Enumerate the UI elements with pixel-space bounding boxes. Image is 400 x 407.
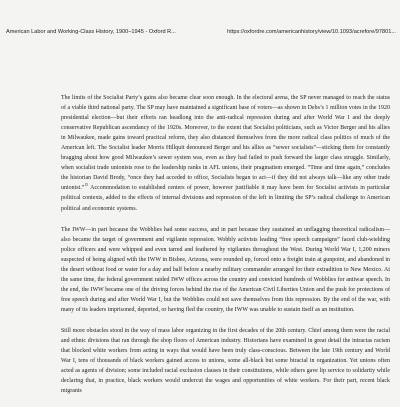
page-title: American Labor and Working-Class History, 1900–1945 - Oxford R... <box>6 29 176 35</box>
print-header <box>6 29 396 36</box>
paragraph-socialist-party <box>61 93 390 214</box>
paragraph-text: The limits of the Socialist Party’s gains also became clear soon enough. In the electoral arena, the SP never managed to reach the status of a viable third national party. The SP may have maintained a significant base of voters—as shown in Debs’s 1 million votes in the 1920 presidential election—but their efforts ran headlong into the anti-radical repression during and after World War I and the deeply conservative Republican ascendancy of the 1920s. Moreover, to the extent that Socialist politicians, such as Victor Berger and his allies in Milwaukee, made gains toward practical reform, they also distanced themselves from the more radical class politics of much of the American left. The Socialist leader Morris Hillquit denounced Berger and his allies as “sewer socialists”—sticking them for constantly bragging about how good Milwaukee’s sewer system was, even as they had failed to push forward the larger class struggle. Similarly, when socialist trade unionists rose to the leadership ranks in AFL unions, their pragmatism emerged. “Time and time again,” concludes the historian David Brody, “once they had acceded to office, Socialists began to act—if they did not always talk—like any other trade unionist.” <box>61 95 390 192</box>
paragraph-obstacles: Still more obstacles stood in the way of mass labor organizing in the first decades of the 20th century. Chief among them were the racial and ethnic divisions that ran through the shop floors of American industry. Historians have examined in great detail the intractas racism that blocked white workers from acting in ways that would have been truly class-conscious. Between the late 19th century and World War I, tens of thousands of black workers gained access to unions, some all-black but some biracial in organization. Yet unions often acted as agents of division; some included racial exclusion clauses in their constitutions, while others gave lip service to solidarity while declaring that, in practice, black workers would undercut the wages and opportunities of white workers. For their part, recent black migrants <box>61 327 390 395</box>
paragraph-iww: The IWW—in part because the Wobblies had some success, and in part because they sustained an unflagging theoretical radicalism—also became the target of government and vigilante repression. Wobbly activists leading “free speech campaigns” faced club-wielding police officers and were whipped and even tarred and feathered by vigilantes throughout the West. During World War I, 1,200 miners suspected of being aligned with the IWW in Bisbee, Arizona, were rounded up, forced onto a freight train at gunpoint, and abandoned in the desert without food or water for a day and half before a nearby military commander arranged for their extradition to New Mexico. At the same time, the federal government raided IWW offices across the country and convicted hundreds of Wobblies for antiwar speech. In the end, the IWW became one of the driving forces behind the rise of the American Civil Liberties Union and the push for protections of free speech during and after World War I, but the Wobblies could not save themselves from this repression. By the end of the war, with many of its leaders imprisoned, deported, or having fled the country, the IWW was unable to sustain itself as an institution. <box>61 226 390 313</box>
page-url: https://oxfordre.com/americanhistory/view/10.1093/acrefore/97801... <box>227 29 396 35</box>
paragraph-text: Accommodation to established centers of power, however justifiable it may have been for Socialist activists in particular political contexts, added to the effects of internal divisions and repression of the left in limiting the SP’s radical challenge to American political and economic systems. <box>61 185 390 212</box>
footnote-reference[interactable]: 15 <box>84 183 89 188</box>
article-body <box>61 93 390 407</box>
